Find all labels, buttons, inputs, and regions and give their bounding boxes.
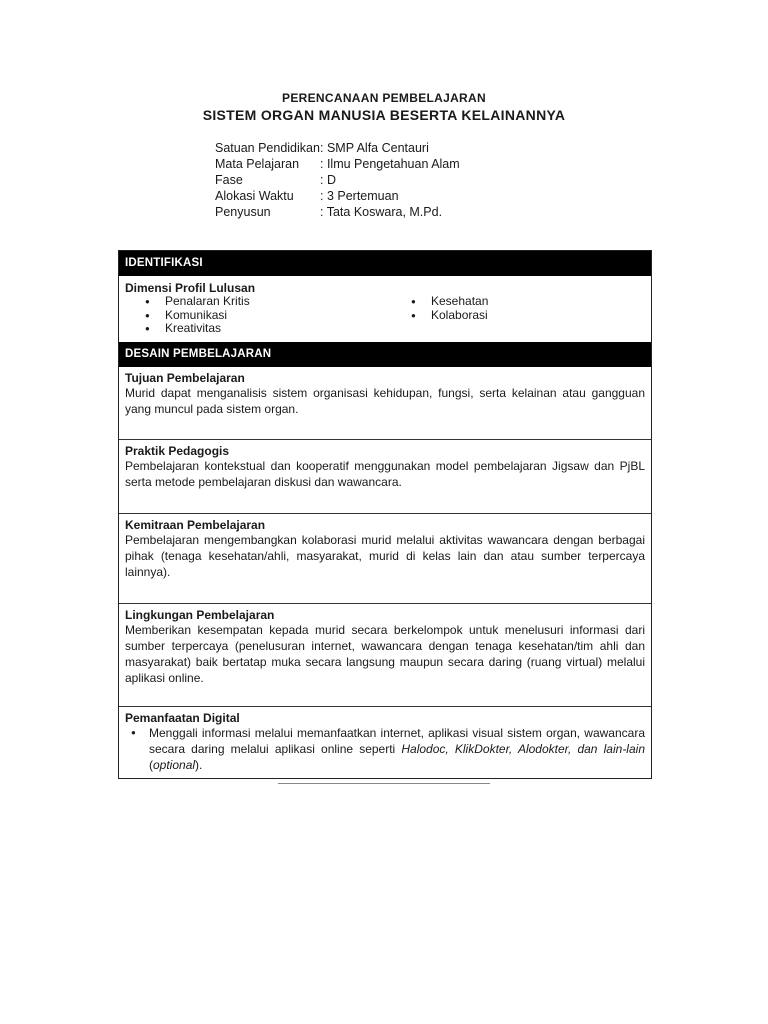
identifikasi-header: IDENTIFIKASI [119, 251, 651, 276]
desain-header: DESAIN PEMBELAJARAN [119, 342, 651, 367]
kemitraan-section [119, 514, 651, 604]
document-title: PERENCANAAN PEMBELAJARAN [282, 91, 486, 105]
tujuan-title: Tujuan Pembelajaran [125, 371, 245, 385]
digital-apps: Halodoc, KlikDokter, Alodokter, dan lain-lain [401, 742, 645, 756]
meta-row [215, 140, 460, 156]
kemitraan-title: Kemitraan Pembelajaran [125, 518, 266, 532]
meta-value: : D [320, 173, 336, 187]
list-item: ● Kreativitas [125, 322, 250, 336]
meta-key: Satuan Pendidikan [215, 141, 320, 155]
profil-lulusan-section [119, 276, 651, 342]
plan-table [118, 250, 652, 779]
profil-list-left [125, 295, 250, 336]
meta-value: : SMP Alfa Centauri [320, 141, 429, 155]
tujuan-text: Murid dapat menganalisis sistem organisasi kehidupan, fungsi, serta kelainan atau gangguan yang muncul pada sistem organ. [125, 386, 645, 416]
meta-value: : Tata Koswara, M.Pd. [320, 205, 443, 219]
digital-text: ). [195, 758, 203, 772]
lingkungan-section [119, 604, 651, 707]
profil-lulusan-title: Dimensi Profil Lulusan [125, 281, 256, 295]
list-item [125, 725, 645, 773]
document-subtitle: SISTEM ORGAN MANUSIA BESERTA KELAINANNYA [202, 107, 566, 123]
digital-optional: optional [153, 758, 196, 772]
digital-section [119, 707, 651, 779]
meta-row [215, 156, 460, 172]
list-item: ● Penalaran Kritis [125, 295, 250, 309]
praktik-title: Praktik Pedagogis [125, 444, 230, 458]
meta-row [215, 172, 460, 188]
praktik-section [119, 440, 651, 514]
divider [278, 783, 490, 784]
meta-value: : Ilmu Pengetahuan Alam [320, 157, 460, 171]
list-item: ● Kolaborasi [391, 309, 488, 323]
digital-text: Menggali informasi melalui memanfaatkan internet, aplikasi visual sistem organ, wawancara secara daring melalui aplikasi online seperti [149, 726, 645, 756]
list-item: ● Komunikasi [125, 309, 250, 323]
digital-title: Pemanfaatan Digital [125, 711, 240, 725]
lingkungan-title: Lingkungan Pembelajaran [125, 608, 275, 622]
lingkungan-text: Memberikan kesempatan kepada murid secara berkelompok untuk menelusuri informasi dari sumber terpercaya (penelusuran internet, wawancara dengan tenaga kesehatan/tim ahli dan masyarakat) baik bertatap muka secara langsung maupun secara daring (ruang virtual) melalui aplikasi online. [125, 623, 645, 685]
kemitraan-text: Pembelajaran mengembangkan kolaborasi murid melalui aktivitas wawancara dengan berbagai pihak (tenaga kesehatan/ahli, masyarakat, murid di kelas lain dan atau sumber terpercaya lainnya). [125, 533, 645, 579]
list-item: ● Kesehatan [391, 295, 488, 309]
tujuan-section [119, 367, 651, 440]
digital-list [125, 725, 645, 773]
profil-list-right [391, 295, 488, 322]
meta-row [215, 204, 460, 220]
meta-value: : 3 Pertemuan [320, 189, 399, 203]
meta-row [215, 188, 460, 204]
meta-key: Mata Pelajaran [215, 157, 300, 171]
meta-key: Alokasi Waktu [215, 189, 294, 203]
meta-key: Penyusun [215, 205, 271, 219]
document-meta [215, 140, 460, 220]
praktik-text: Pembelajaran kontekstual dan kooperatif menggunakan model pembelajaran Jigsaw dan PjBL serta metode pembelajaran diskusi dan wawancara. [125, 459, 645, 489]
digital-text: ( [149, 758, 153, 772]
meta-key: Fase [215, 173, 243, 187]
